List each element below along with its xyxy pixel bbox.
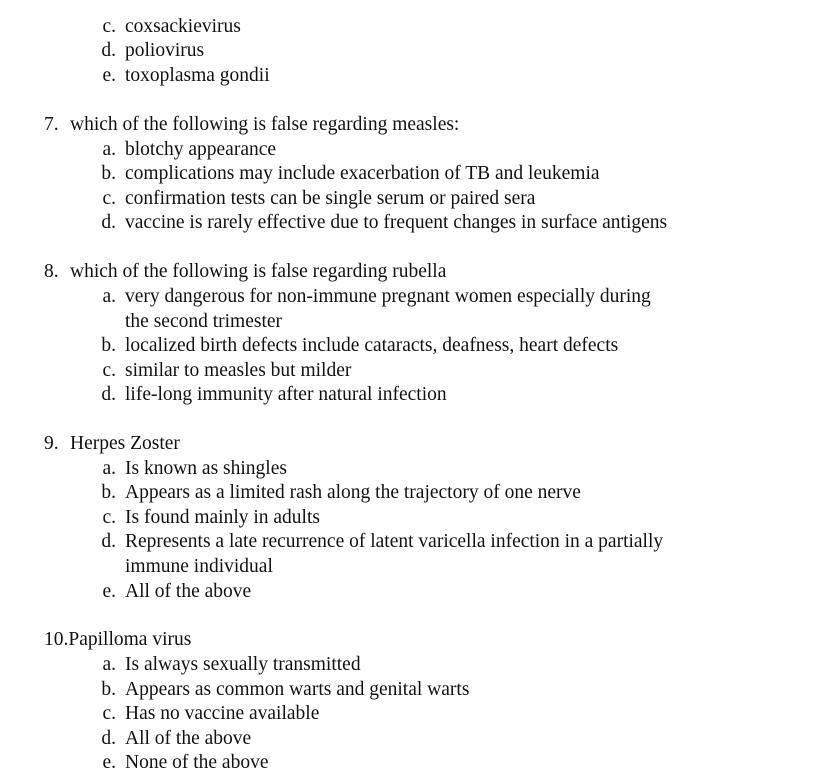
option-d (101, 39, 205, 63)
option-b (101, 481, 581, 505)
option-letter: c. (102, 16, 116, 37)
question-7 (44, 113, 459, 137)
option-text: Appears as common warts and genital warts (125, 679, 470, 700)
option-letter: e. (102, 65, 116, 86)
option-c (102, 15, 241, 39)
option-letter: e. (102, 581, 116, 602)
option-letter: c. (102, 507, 116, 528)
option-text: Represents a late recurrence of latent varicella infection in a partially (125, 531, 664, 552)
option-letter: a. (102, 286, 116, 307)
option-d (101, 727, 252, 751)
option-a (102, 457, 287, 481)
option-b (101, 162, 600, 186)
option-text: blotchy appearance (125, 139, 277, 160)
option-text: Appears as a limited rash along the trajectory of one nerve (125, 482, 581, 503)
option-text: All of the above (125, 581, 252, 602)
option-letter: d. (101, 40, 116, 61)
option-letter: d. (101, 728, 116, 749)
question-10 (44, 628, 191, 652)
option-text: Is known as shingles (125, 458, 287, 479)
option-letter: c. (102, 703, 116, 724)
question-number: 7. (44, 114, 59, 135)
option-text: poliovirus (125, 40, 205, 61)
option-text: confirmation tests can be single serum or paired sera (125, 188, 536, 209)
option-letter: c. (102, 188, 116, 209)
question-9 (44, 432, 180, 456)
option-text: toxoplasma gondii (125, 65, 270, 86)
question-number: 8. (44, 261, 59, 282)
option-letter: d. (101, 384, 116, 405)
option-letter: a. (102, 654, 116, 675)
option-text-continued: immune individual (125, 556, 273, 577)
option-a (102, 653, 361, 677)
option-a-continuation (125, 310, 282, 334)
question-text: which of the following is false regarding rubella (70, 261, 447, 282)
option-text-continued: the second trimester (125, 311, 283, 332)
option-text: complications may include exacerbation of TB and leukemia (125, 163, 600, 184)
option-letter: d. (101, 531, 116, 552)
question-number: 10. (44, 629, 69, 650)
option-letter: b. (101, 335, 116, 356)
option-d (101, 211, 668, 235)
option-letter: b. (101, 679, 116, 700)
option-letter: b. (101, 163, 116, 184)
option-text: Is always sexually transmitted (125, 654, 361, 675)
option-e (102, 580, 252, 604)
option-d (101, 530, 664, 554)
option-letter: e. (102, 752, 116, 773)
option-text: very dangerous for non-immune pregnant women especially during (125, 286, 651, 307)
question-number: 9. (44, 433, 59, 454)
option-text: All of the above (125, 728, 252, 749)
option-c (102, 359, 352, 383)
option-a (102, 285, 651, 309)
question-text: Herpes Zoster (70, 433, 180, 454)
option-e (102, 64, 270, 88)
option-b (101, 678, 470, 702)
option-text: similar to measles but milder (125, 360, 352, 381)
option-text: localized birth defects include cataracts, deafness, heart defects (125, 335, 619, 356)
option-e (102, 751, 269, 775)
option-d (101, 383, 447, 407)
question-8 (44, 260, 446, 284)
option-text: coxsackievirus (125, 16, 241, 37)
option-text: Has no vaccine available (125, 703, 320, 724)
option-a (102, 138, 277, 162)
option-c (102, 187, 536, 211)
option-letter: b. (101, 482, 116, 503)
option-d-continuation (125, 555, 273, 579)
option-letter: c. (102, 360, 116, 381)
option-c (102, 702, 320, 726)
option-letter: a. (102, 458, 116, 479)
option-c (102, 506, 320, 530)
option-text: vaccine is rarely effective due to frequent changes in surface antigens (125, 212, 668, 233)
option-letter: a. (102, 139, 116, 160)
question-text: Papilloma virus (68, 629, 192, 650)
option-letter: d. (101, 212, 116, 233)
question-text: which of the following is false regarding measles: (70, 114, 460, 135)
option-b (101, 334, 619, 358)
option-text: None of the above (125, 752, 269, 773)
option-text: Is found mainly in adults (125, 507, 320, 528)
option-text: life-long immunity after natural infection (125, 384, 447, 405)
